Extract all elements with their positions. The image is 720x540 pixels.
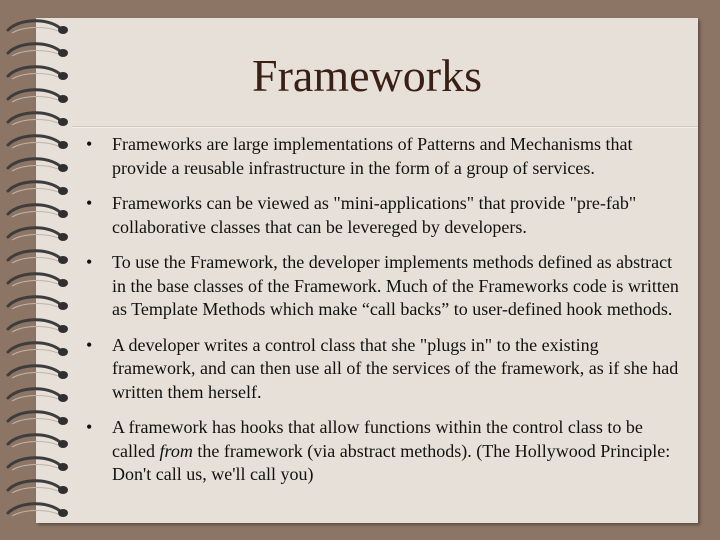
binder-ring-icon xyxy=(8,228,68,241)
bullet-item xyxy=(86,133,686,180)
binder-ring-icon xyxy=(8,274,68,287)
bullet-item xyxy=(86,416,686,487)
bullet-icon: • xyxy=(86,134,93,154)
binder-ring-icon xyxy=(8,159,68,172)
binder-ring-icon xyxy=(8,182,68,195)
bullet-icon: • xyxy=(86,193,93,213)
binder-ring-icon xyxy=(8,366,68,379)
title-divider xyxy=(72,126,698,128)
bullet-text xyxy=(112,417,670,484)
binder-ring-icon xyxy=(8,343,68,356)
bullet-text: A developer writes a control class that she "plugs in" to the existing framework, and can then use all of the services of the framework, as if she had written them herself. xyxy=(112,334,679,402)
bullet-icon: • xyxy=(86,334,93,355)
binder-ring-icon xyxy=(8,504,68,517)
bullet-text-part: the framework (via abstract methods). (The Hollywood Principle: Don't call us, we'll call you) xyxy=(112,440,671,484)
bullet-text-part: A framework has hooks that allow functions within the control class to be called xyxy=(112,417,643,461)
bullet-icon: • xyxy=(86,417,93,437)
binder-ring-icon xyxy=(8,251,68,264)
binder-ring-icon xyxy=(8,136,68,149)
binder-ring-icon xyxy=(8,297,68,310)
bullet-text: Frameworks are large implementations of Patterns and Mechanisms that provide a reusable infrastructure in the form of a group of services. xyxy=(112,134,633,178)
binder-ring-icon xyxy=(8,435,68,448)
binder-ring-icon xyxy=(8,412,68,425)
bullet-item xyxy=(86,251,686,322)
bullet-item xyxy=(86,334,686,405)
bullet-item xyxy=(86,192,686,239)
bullet-list xyxy=(86,133,686,499)
bullet-icon: • xyxy=(86,252,93,272)
bullet-text: To use the Framework, the developer implements methods defined as abstract in the base classes of the Framework. Much of the Frameworks code is written as Template Methods which make “call backs” to user-defined hook methods. xyxy=(112,252,679,319)
binder-ring-icon xyxy=(8,320,68,333)
binder-ring-icon xyxy=(8,113,68,126)
bullet-text: Frameworks can be viewed as "mini-applications" that provide "pre-fab" collaborative classes that can be levereged by developers. xyxy=(112,193,637,237)
binder-ring-icon xyxy=(8,205,68,218)
binder-ring-icon xyxy=(8,389,68,402)
binder-ring-icon xyxy=(8,481,68,494)
binder-ring-icon xyxy=(8,21,68,34)
bullet-emphasis: from xyxy=(159,440,193,461)
binder-ring-icon xyxy=(8,458,68,471)
slide-title: Frameworks xyxy=(252,50,482,101)
